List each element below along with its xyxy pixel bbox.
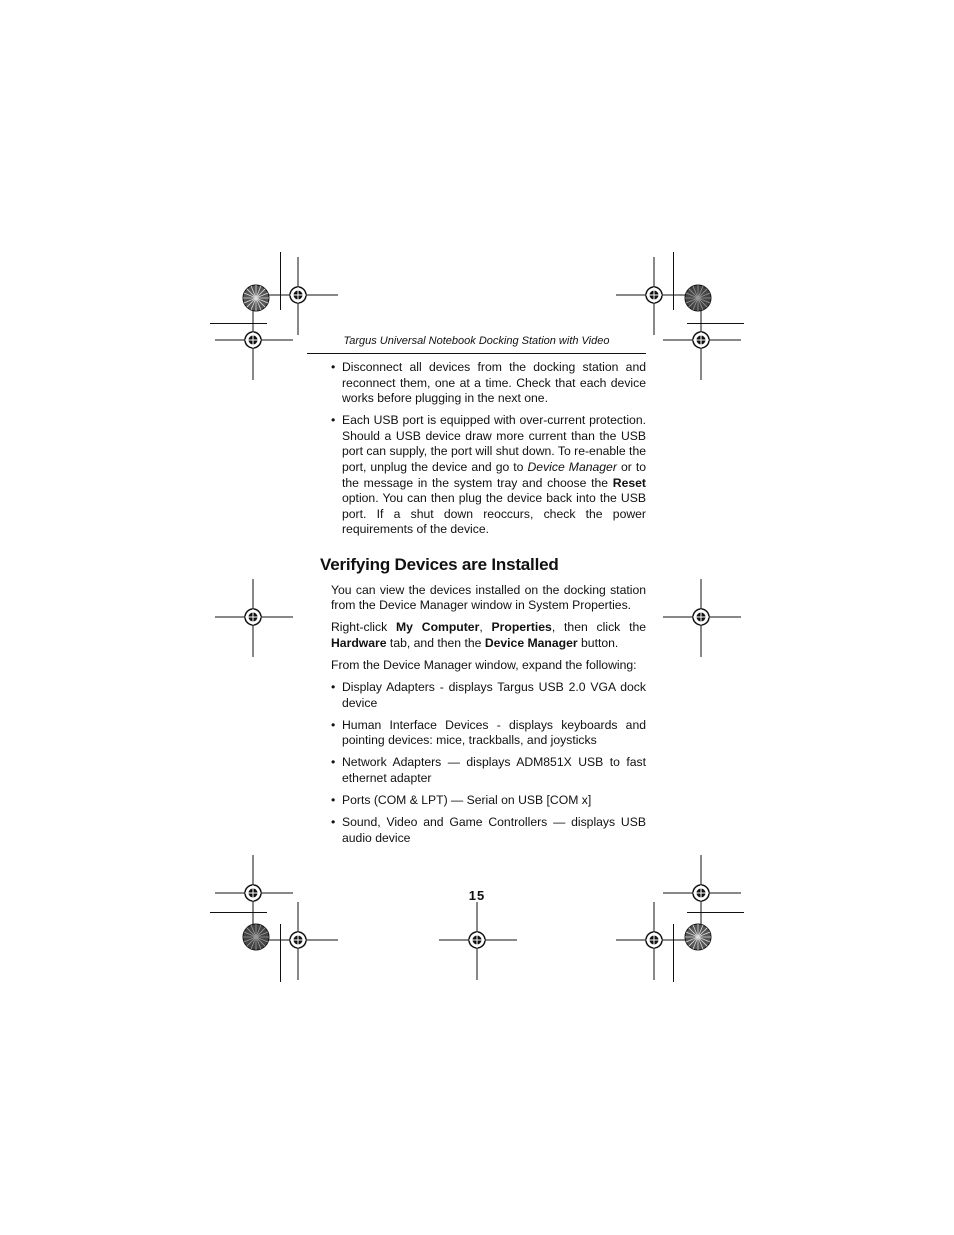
instruction-text: , [479, 620, 492, 635]
page-content [320, 360, 646, 853]
instruction-text: Right-click [331, 620, 397, 635]
registration-mark-icon [215, 302, 293, 380]
list-item [331, 360, 646, 407]
registration-mark-icon [215, 579, 293, 657]
instruction-text: button. [577, 635, 619, 650]
intro-paragraph: You can view the devices installed on the docking station from the Device Manager window in System Properties. [331, 582, 646, 613]
list-item [331, 413, 646, 538]
registration-mark-icon [260, 902, 338, 980]
bold-device-manager: Device Manager [484, 635, 578, 650]
registration-mark-icon [439, 902, 517, 980]
instruction-text: , then click the [551, 620, 647, 635]
bold-my-computer: My Computer [396, 620, 480, 635]
list-item: • Display Adapters - displays Targus USB 2.0 VGA dock device [331, 680, 646, 711]
list-item: • Ports (COM & LPT) — Serial on USB [COM x] [331, 793, 646, 809]
registration-mark-icon [616, 902, 694, 980]
bold-hardware: Hardware [331, 635, 387, 650]
expand-paragraph: From the Device Manager window, expand the following: [331, 658, 637, 672]
list-item: • Network Adapters — displays ADM851X USB to fast ethernet adapter [331, 755, 646, 786]
page-number: 15 [468, 888, 486, 903]
bold-reset: Reset [612, 475, 646, 490]
star-target-icon [242, 923, 270, 951]
registration-mark-icon [663, 579, 741, 657]
registration-mark-icon [663, 302, 741, 380]
instruction-paragraph [331, 620, 646, 651]
section-heading: Verifying Devices are Installed [320, 555, 559, 575]
bold-properties: Properties [491, 620, 552, 635]
list-item-text: or to the message in the system tray and choose the [342, 460, 646, 490]
list-item-text: Disconnect all devices from the docking station and reconnect them, one at a time. Check that each device works before plugging in the next one. [342, 360, 646, 406]
star-target-icon [684, 284, 712, 312]
instruction-text: tab, and then the [386, 635, 485, 650]
star-target-icon [242, 284, 270, 312]
list-item-text: option. You can then plug the device back into the USB port. If a shut down reoccurs, check the power requirements of the device. [342, 491, 646, 537]
star-target-icon [684, 923, 712, 951]
troubleshooting-list [320, 360, 646, 538]
running-header: Targus Universal Notebook Docking Station with Video [307, 334, 646, 354]
list-item: • Human Interface Devices - displays keyboards and pointing devices: mice, trackballs, and joysticks [331, 718, 646, 749]
list-item-text: Each USB port is equipped with over-current protection. Should a USB device draw more current than the USB port can supply, the port will shut down. To re-enable the port, unplug the device and go to [342, 413, 646, 475]
list-item: • Sound, Video and Game Controllers — displays USB audio device [331, 815, 646, 846]
device-category-list [320, 680, 646, 846]
emphasis-device-manager: Device Manager [527, 460, 617, 475]
